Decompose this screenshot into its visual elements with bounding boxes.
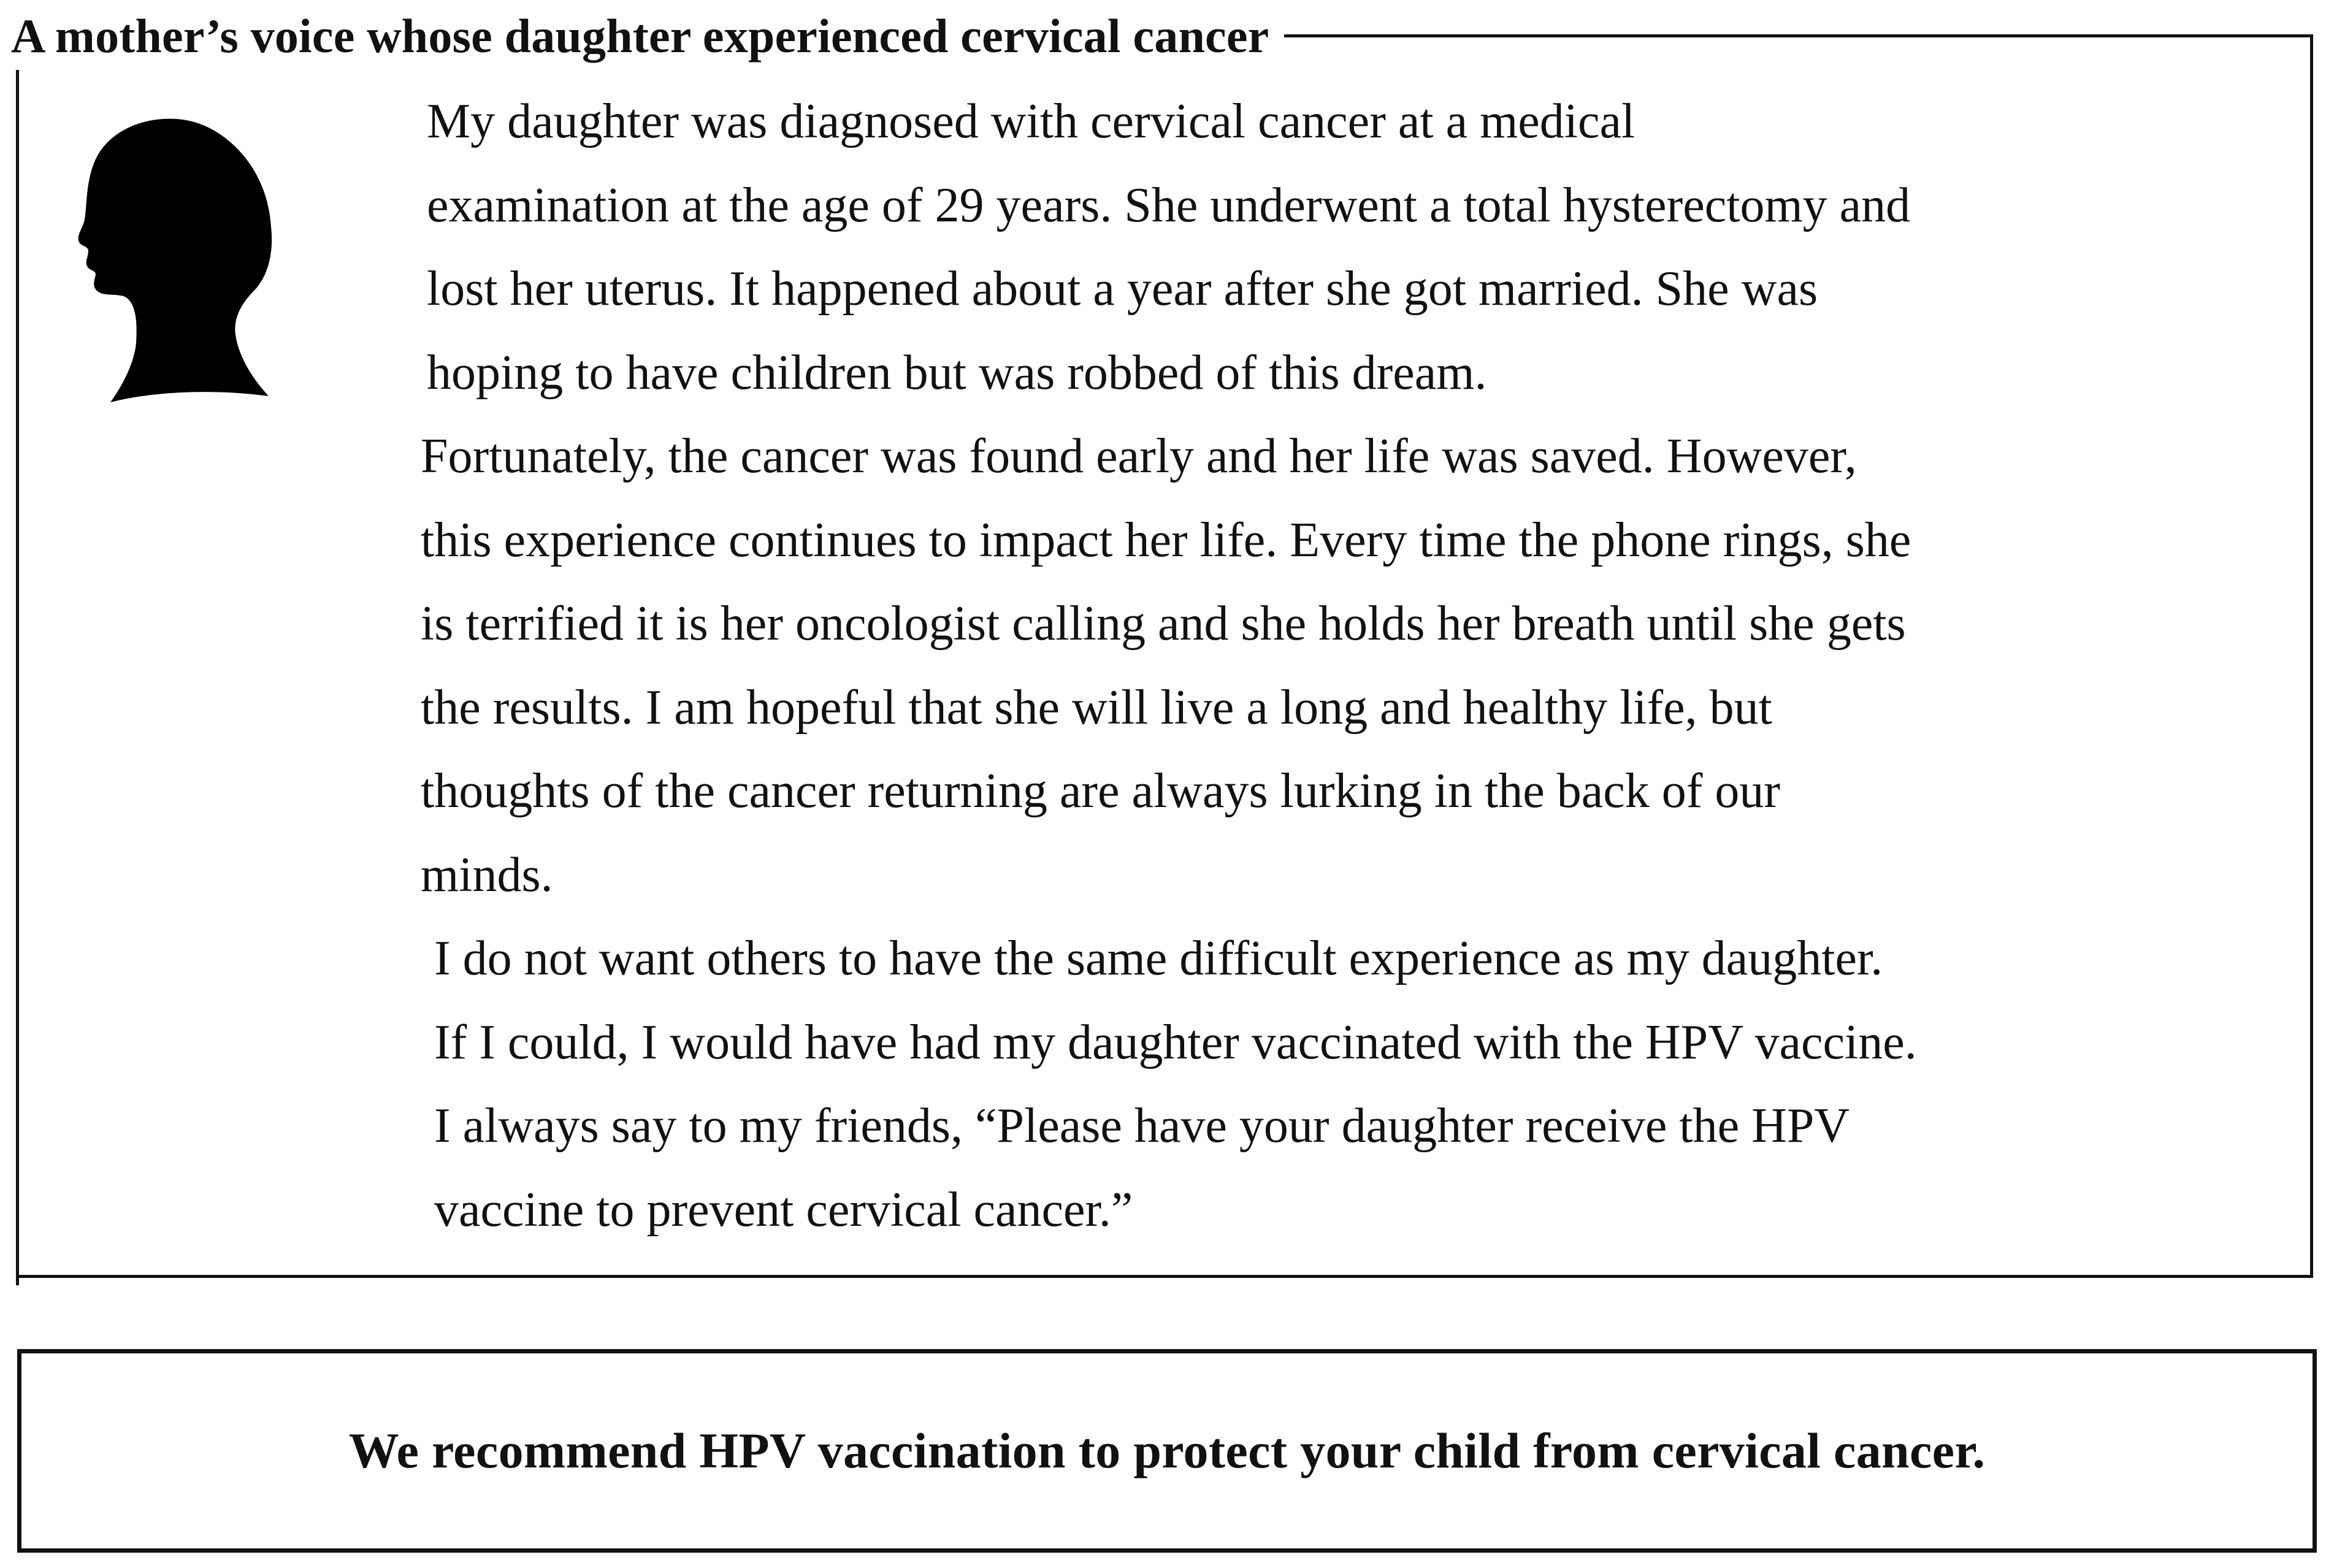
story-line: is terrified it is her oncologist calling and she holds her breath until she gets — [421, 597, 1906, 651]
child-silhouette-icon — [74, 114, 276, 402]
story-line: My daughter was diagnosed with cervical cancer at a medical — [427, 94, 1635, 148]
story-line: I always say to my friends, “Please have your daughter receive the HPV — [434, 1099, 1850, 1153]
story-paragraph-1 — [365, 80, 2309, 415]
frame-left-extension — [16, 1278, 19, 1285]
story-line: Fortunately, the cancer was found early and her life was saved. However, — [421, 429, 1857, 483]
story-line: examination at the age of 29 years. She underwent a total hysterectomy and — [427, 178, 1911, 232]
story-line: hoping to have children but was robbed of this dream. — [427, 345, 1487, 400]
recommendation-box — [17, 1349, 2317, 1553]
story-line: the results. I am hopeful that she will live a long and healthy life, but — [421, 680, 1772, 735]
story-title: A mother’s voice whose daughter experienced cervical cancer — [11, 2, 1284, 70]
story-line: minds. — [421, 847, 553, 902]
story-body — [365, 80, 2309, 1252]
story-line: this experience continues to impact her life. Every time the phone rings, she — [421, 513, 1911, 567]
recommendation-text: We recommend HPV vaccination to protect your child from cervical cancer. — [348, 1423, 1986, 1478]
story-line: thoughts of the cancer returning are always lurking in the back of our — [421, 764, 1781, 818]
story-line: lost her uterus. It happened about a year after she got married. She was — [427, 262, 1818, 316]
story-paragraph-2 — [365, 415, 2309, 917]
story-line: I do not want others to have the same difficult experience as my daughter. — [434, 931, 1883, 985]
story-line: vaccine to prevent cervical cancer.” — [434, 1182, 1133, 1237]
story-line: If I could, I would have had my daughter vaccinated with the HPV vaccine. — [434, 1015, 1917, 1069]
story-paragraph-3 — [373, 917, 2309, 1252]
